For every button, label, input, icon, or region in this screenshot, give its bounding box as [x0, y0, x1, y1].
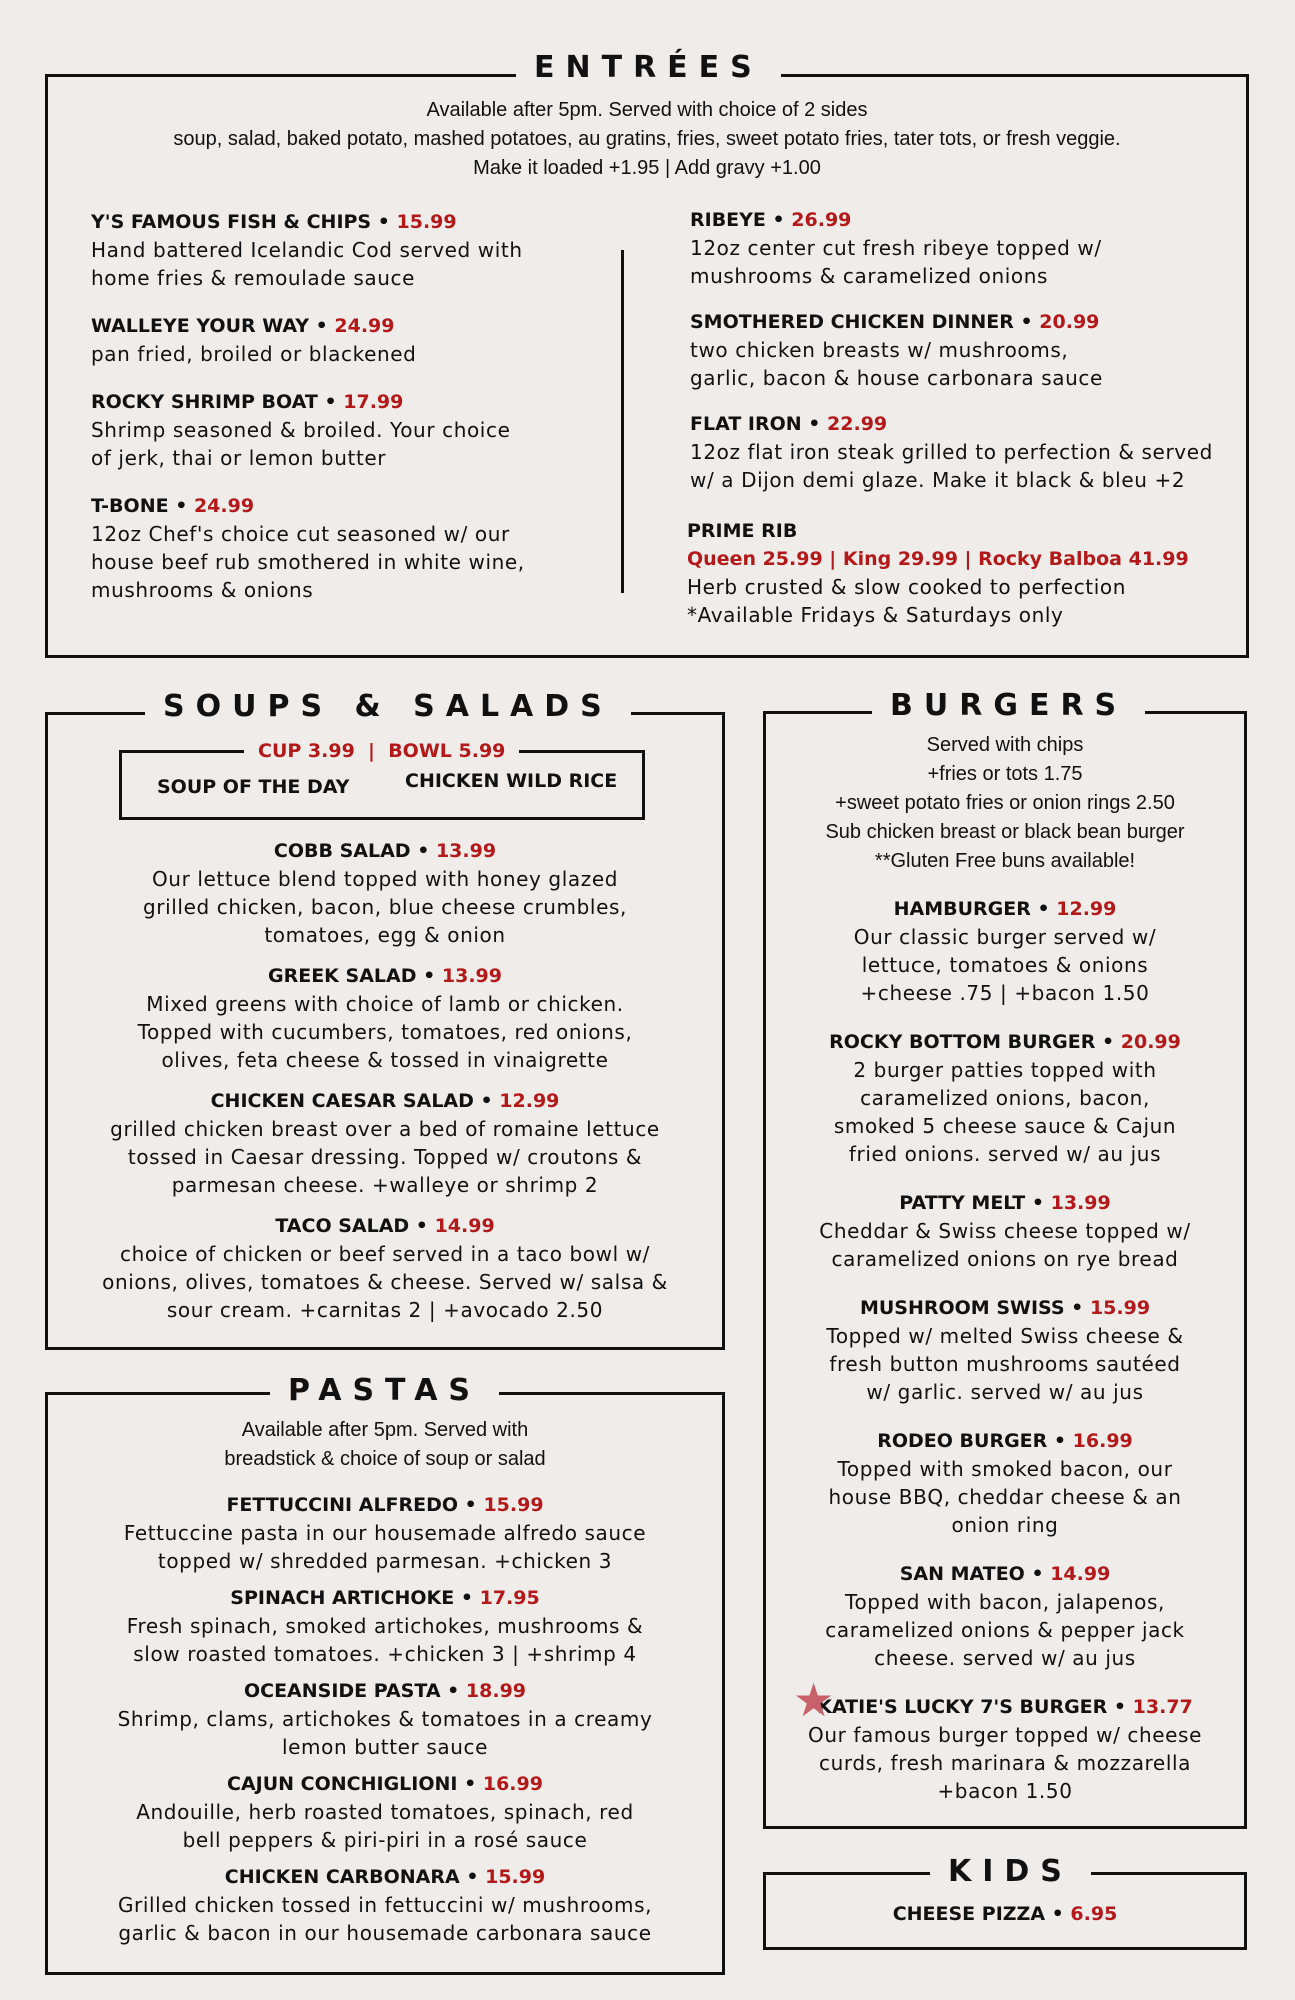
bullet-separator: •	[309, 315, 335, 337]
bullet-separator: •	[454, 1587, 480, 1609]
item-desc-line: tomatoes, egg & onion	[264, 923, 506, 947]
item-name: ROCKY SHRIMP BOAT	[91, 391, 318, 413]
item-desc-line: bell peppers & piri-piri in a rosé sauce	[182, 1828, 588, 1852]
bullet-separator: •	[765, 209, 792, 231]
item-price: 13.99	[435, 840, 497, 862]
item-price: 12.99	[499, 1090, 560, 1112]
menu-item	[778, 1900, 1232, 1928]
menu-item	[778, 1028, 1232, 1168]
item-price: 24.99	[334, 315, 395, 337]
item-heading	[60, 1584, 710, 1612]
item-desc-line: garlic, bacon & house carbonara sauce	[690, 366, 1103, 390]
item-desc-line: house BBQ, cheddar cheese & an	[828, 1485, 1182, 1509]
item-desc-line: sour cream. +carnitas 2 | +avocado 2.50	[166, 1298, 604, 1322]
item-desc-line: mushrooms & caramelized onions	[690, 264, 1049, 288]
item-desc-line: Topped with bacon, jalapenos,	[845, 1590, 1165, 1614]
menu-item	[60, 1087, 710, 1199]
item-desc-line: 12oz center cut fresh ribeye topped w/	[690, 236, 1102, 260]
entrees-right-column	[690, 206, 1235, 512]
soup-of-day-value: CHICKEN WILD RICE	[405, 770, 618, 792]
item-desc-line: Mixed greens with choice of lamb or chicken.	[146, 992, 624, 1016]
bullet-separator: •	[1095, 1031, 1121, 1053]
item-desc-line: caramelized onions on rye bread	[831, 1247, 1179, 1271]
menu-item	[60, 962, 710, 1074]
item-name: FLAT IRON	[690, 413, 802, 435]
item-name: RIBEYE	[690, 209, 766, 231]
item-desc-line: Shrimp seasoned & broiled. Your choice	[91, 418, 511, 442]
item-desc-line: Fresh spinach, smoked artichokes, mushrooms &	[126, 1614, 644, 1638]
burgers-intro-line: +fries or tots 1.75	[927, 763, 1083, 785]
kids-items	[778, 1900, 1232, 1928]
burgers-intro-line: Served with chips	[926, 734, 1084, 756]
item-heading	[778, 1900, 1232, 1928]
bullet-separator: •	[440, 1680, 466, 1702]
item-name: FETTUCCINI ALFREDO	[226, 1494, 459, 1516]
item-desc-line: fried onions. served w/ au jus	[848, 1142, 1162, 1166]
bullet-separator: •	[473, 1090, 500, 1112]
bullet-separator: •	[1045, 1903, 1071, 1925]
item-desc-line: caramelized onions & pepper jack	[825, 1618, 1185, 1642]
entrees-intro	[60, 96, 1234, 183]
item-desc-line: Herb crusted & slow cooked to perfection	[687, 575, 1127, 599]
pastas-intro-line: Available after 5pm. Served with	[241, 1419, 529, 1441]
bullet-separator: •	[1047, 1430, 1073, 1452]
item-desc-line: Topped w/ melted Swiss cheese &	[826, 1324, 1184, 1348]
entrees-left-column	[91, 208, 611, 624]
burgers-intro-line: Sub chicken breast or black bean burger	[825, 821, 1185, 843]
prime-rib-item	[687, 517, 1232, 629]
menu-item	[60, 1770, 710, 1854]
soups-title: SOUPS & SALADS	[145, 689, 631, 725]
item-desc-line: garlic & bacon in our housemade carbonara sauce	[118, 1921, 652, 1945]
item-name: CHEESE PIZZA	[892, 1903, 1046, 1925]
item-name: WALLEYE YOUR WAY	[91, 315, 310, 337]
item-heading	[60, 962, 710, 990]
bullet-separator: •	[457, 1773, 483, 1795]
bullet-separator: •	[416, 965, 442, 987]
item-heading	[91, 208, 611, 236]
item-desc-line: cheese. served w/ au jus	[874, 1646, 1136, 1670]
bullet-separator: •	[801, 413, 828, 435]
menu-item	[60, 837, 710, 949]
item-heading	[60, 1087, 710, 1115]
item-price: 20.99	[1120, 1031, 1181, 1053]
item-desc-line: grilled chicken, bacon, blue cheese crumbles,	[143, 895, 627, 919]
menu-item	[91, 312, 611, 368]
entrees-intro-line: Make it loaded +1.95 | Add gravy +1.00	[473, 157, 821, 179]
bullet-separator: •	[1030, 898, 1057, 920]
item-name: CAJUN CONCHIGLIONI	[227, 1773, 458, 1795]
menu-item	[690, 206, 1235, 290]
item-name: SPINACH ARTICHOKE	[230, 1587, 455, 1609]
item-price: 20.99	[1039, 311, 1100, 333]
item-heading	[60, 1212, 710, 1240]
item-price: 6.95	[1070, 1903, 1118, 1925]
pastas-items	[60, 1491, 710, 1956]
item-heading	[60, 1770, 710, 1798]
prime-rib-prices: Queen 25.99 | King 29.99 | Rocky Balboa 41.99	[687, 548, 1189, 570]
item-desc-line: parmesan cheese. +walleye or shrimp 2	[171, 1173, 599, 1197]
item-heading	[91, 492, 611, 520]
item-price: 17.95	[479, 1587, 540, 1609]
item-heading	[778, 1294, 1232, 1322]
bullet-separator: •	[1107, 1696, 1133, 1718]
item-desc-line: Our classic burger served w/	[853, 925, 1157, 949]
bullet-separator: •	[459, 1866, 486, 1888]
cup-bowl-prices: CUP 3.99 | BOWL 5.99	[244, 737, 519, 765]
item-desc-line: olives, feta cheese & tossed in vinaigrette	[161, 1048, 609, 1072]
item-desc-line: w/ garlic. served w/ au jus	[866, 1380, 1144, 1404]
item-desc-line: curds, fresh marinara & mozzarella	[818, 1751, 1192, 1775]
item-desc-line: mushrooms & onions	[91, 578, 314, 602]
item-desc-line: slow roasted tomatoes. +chicken 3 | +shrimp 4	[133, 1642, 637, 1666]
item-desc-line: Andouille, herb roasted tomatoes, spinach, red	[136, 1800, 634, 1824]
bullet-separator: •	[410, 840, 436, 862]
item-name: PRIME RIB	[687, 520, 798, 542]
item-heading	[778, 1693, 1232, 1721]
menu-item	[778, 1427, 1232, 1539]
menu-item	[60, 1584, 710, 1668]
item-desc-line: 12oz flat iron steak grilled to perfection & served	[690, 440, 1213, 464]
item-desc-line: home fries & remoulade sauce	[91, 266, 416, 290]
item-heading	[60, 837, 710, 865]
item-price: 12.99	[1056, 898, 1117, 920]
menu-item	[690, 410, 1235, 494]
item-name: CHICKEN CARBONARA	[224, 1866, 460, 1888]
item-price: 14.99	[434, 1215, 495, 1237]
item-heading	[60, 1863, 710, 1891]
soups-items	[60, 837, 710, 1337]
soup-of-day-label: SOUP OF THE DAY	[157, 776, 350, 798]
item-desc-line: fresh button mushrooms sautéed	[829, 1352, 1181, 1376]
bullet-separator: •	[458, 1494, 484, 1516]
item-desc-line: onions, olives, tomatoes & cheese. Served w/ salsa &	[102, 1270, 668, 1294]
item-desc-line: Grilled chicken tossed in fettuccini w/ mushrooms,	[117, 1893, 653, 1917]
item-price: 18.99	[465, 1680, 527, 1702]
item-heading	[60, 1491, 710, 1519]
menu-item	[60, 1491, 710, 1575]
item-desc-line: lemon butter sauce	[281, 1735, 488, 1759]
item-desc-line: topped w/ shredded parmesan. +chicken 3	[157, 1549, 613, 1573]
bullet-separator: •	[1064, 1297, 1090, 1319]
burgers-items	[778, 895, 1232, 1826]
item-desc-line: Cheddar & Swiss cheese topped w/	[819, 1219, 1191, 1243]
item-heading	[60, 1677, 710, 1705]
burgers-intro-line: +sweet potato fries or onion rings 2.50	[835, 792, 1175, 814]
menu-item	[60, 1212, 710, 1324]
item-price: 16.99	[1072, 1430, 1133, 1452]
item-heading	[91, 312, 611, 340]
item-desc-line: Fettuccine pasta in our housemade alfredo sauce	[123, 1521, 647, 1545]
star-icon: ★	[793, 1673, 835, 1727]
item-heading	[778, 1028, 1232, 1056]
item-name: CHICKEN CAESAR SALAD	[210, 1090, 474, 1112]
item-desc-line: w/ a Dijon demi glaze. Make it black & bleu +2	[690, 468, 1186, 492]
menu-item	[60, 1863, 710, 1947]
item-desc-line: pan fried, broiled or blackened	[91, 342, 417, 366]
item-price: 13.99	[441, 965, 502, 987]
item-price: 26.99	[791, 209, 852, 231]
item-price: 15.99	[396, 211, 457, 233]
item-desc-line: *Available Fridays & Saturdays only	[687, 603, 1064, 627]
item-desc-line: 2 burger patties topped with	[853, 1058, 1157, 1082]
item-name: ROCKY BOTTOM BURGER	[829, 1031, 1096, 1053]
item-heading	[778, 1427, 1232, 1455]
item-name: GREEK SALAD	[268, 965, 417, 987]
kids-title: KIDS	[930, 1854, 1091, 1890]
item-heading	[778, 1560, 1232, 1588]
pastas-title: PASTAS	[270, 1373, 499, 1409]
item-price: 22.99	[827, 413, 888, 435]
item-price: 15.99	[483, 1494, 544, 1516]
item-heading	[690, 206, 1235, 234]
menu-item	[778, 1560, 1232, 1672]
item-name: HAMBURGER	[893, 898, 1031, 920]
bullet-separator: •	[1013, 311, 1040, 333]
entrees-divider	[621, 250, 624, 593]
item-heading	[778, 1189, 1232, 1217]
item-name: RODEO BURGER	[877, 1430, 1048, 1452]
menu-item	[778, 1294, 1232, 1406]
item-desc-line: smoked 5 cheese sauce & Cajun	[833, 1114, 1177, 1138]
item-desc-line: caramelized onions, bacon,	[860, 1086, 1150, 1110]
bullet-separator: •	[168, 495, 194, 517]
item-name: TACO SALAD	[275, 1215, 410, 1237]
bullet-separator: •	[1024, 1563, 1051, 1585]
item-name: KATIE'S LUCKY 7'S BURGER	[817, 1696, 1108, 1718]
menu-item	[91, 492, 611, 604]
item-price: 13.99	[1050, 1192, 1111, 1214]
item-price: 15.99	[1089, 1297, 1151, 1319]
item-desc-line: lettuce, tomatoes & onions	[861, 953, 1149, 977]
item-desc-line: Our lettuce blend topped with honey glazed	[151, 867, 619, 891]
item-desc-line: choice of chicken or beef served in a taco bowl w/	[119, 1242, 651, 1266]
item-price: 24.99	[193, 495, 255, 517]
burgers-intro-line: **Gluten Free buns available!	[874, 850, 1136, 872]
item-desc-line: Our famous burger topped w/ cheese	[808, 1723, 1202, 1747]
bullet-separator: •	[371, 211, 397, 233]
menu-item	[91, 388, 611, 472]
item-desc-line: Topped with cucumbers, tomatoes, red onions,	[137, 1020, 633, 1044]
menu-item	[60, 1677, 710, 1761]
item-price: 16.99	[482, 1773, 543, 1795]
item-name: PATTY MELT	[899, 1192, 1026, 1214]
item-name: COBB SALAD	[273, 840, 411, 862]
item-price: 15.99	[485, 1866, 546, 1888]
item-heading	[690, 308, 1235, 336]
entrees-intro-line: soup, salad, baked potato, mashed potatoes, au gratins, fries, sweet potato fries, tater tots, or fresh veggie.	[173, 128, 1121, 150]
item-desc-line: grilled chicken breast over a bed of romaine lettuce	[110, 1117, 660, 1141]
item-desc-line: Shrimp, clams, artichokes & tomatoes in a creamy	[117, 1707, 653, 1731]
burgers-intro	[778, 731, 1232, 876]
item-name: MUSHROOM SWISS	[859, 1297, 1065, 1319]
entrees-intro-line: Available after 5pm. Served with choice of 2 sides	[426, 99, 868, 121]
item-desc-line: +bacon 1.50	[937, 1779, 1073, 1803]
item-desc-line: +cheese .75 | +bacon 1.50	[860, 981, 1150, 1005]
item-price: 17.99	[343, 391, 404, 413]
menu-item	[778, 895, 1232, 1007]
bullet-separator: •	[1025, 1192, 1051, 1214]
menu-item	[690, 308, 1235, 392]
entrees-title: ENTRÉES	[516, 50, 781, 86]
item-desc-line: onion ring	[951, 1513, 1059, 1537]
item-heading	[690, 410, 1235, 438]
item-desc-line: tossed in Caesar dressing. Topped w/ croutons &	[127, 1145, 643, 1169]
item-desc-line: of jerk, thai or lemon butter	[91, 446, 387, 470]
menu-item	[778, 1189, 1232, 1273]
item-name: T-BONE	[91, 495, 169, 517]
item-desc-line: Hand battered Icelandic Cod served with	[91, 238, 523, 262]
bullet-separator: •	[409, 1215, 435, 1237]
item-price: 13.77	[1132, 1696, 1193, 1718]
item-name: SMOTHERED CHICKEN DINNER	[690, 311, 1014, 333]
item-price: 14.99	[1050, 1563, 1111, 1585]
item-desc-line: 12oz Chef's choice cut seasoned w/ our	[91, 522, 510, 546]
item-name: OCEANSIDE PASTA	[243, 1680, 441, 1702]
pastas-intro-line: breadstick & choice of soup or salad	[224, 1448, 546, 1470]
item-name: Y'S FAMOUS FISH & CHIPS	[91, 211, 372, 233]
item-desc-line: Topped with smoked bacon, our	[837, 1457, 1173, 1481]
item-name: SAN MATEO	[899, 1563, 1025, 1585]
menu-item	[778, 1693, 1232, 1805]
item-heading	[778, 895, 1232, 923]
item-heading	[91, 388, 611, 416]
item-desc-line: two chicken breasts w/ mushrooms,	[690, 338, 1069, 362]
item-desc-line: house beef rub smothered in white wine,	[91, 550, 525, 574]
bullet-separator: •	[317, 391, 344, 413]
menu-item	[91, 208, 611, 292]
burgers-title: BURGERS	[872, 688, 1145, 724]
pastas-intro	[60, 1416, 710, 1474]
